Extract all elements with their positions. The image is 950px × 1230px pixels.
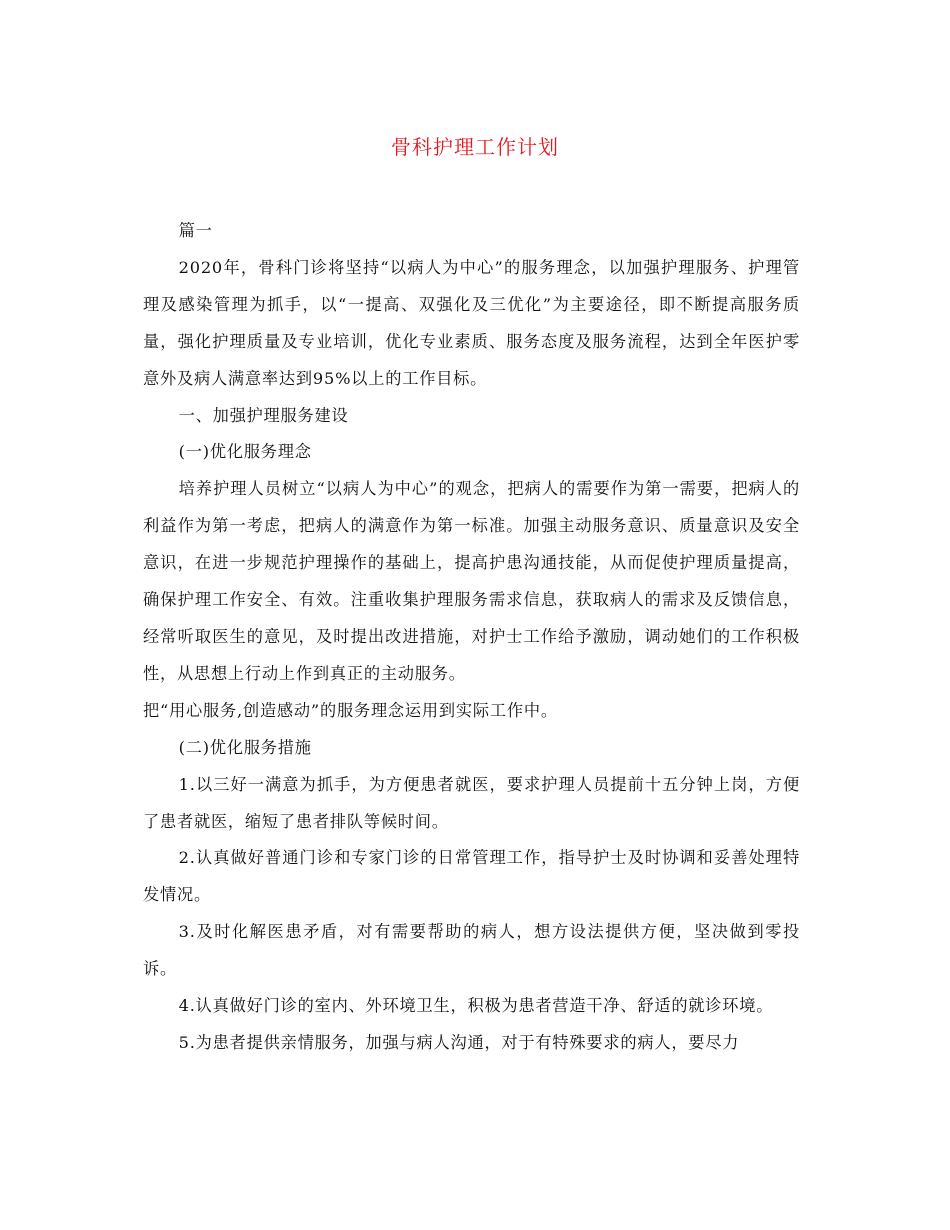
section-label: 篇一 [178, 221, 213, 240]
list-item: 3.及时化解医患矛盾，对有需要帮助的病人，想方设法提供方便，坚决做到零投诉。 [143, 922, 800, 979]
document-title: 骨科护理工作计划 [391, 135, 559, 159]
subheading-one: (一)优化服务理念 [178, 442, 312, 462]
paragraph-service-concept: 培养护理人员树立“以病人为中心”的观念，把病人的需要作为第一需要，把病人的利益作为第一考虑，把病人的满意作为第一标准。加强主动服务意识、质量意识及安全意识，在进一步规范护理操作的基础上，提高护患沟通技能，从而促使护理质量提高，确保护理工作安全、有效。注重收集护理服务需求信息，获取病人的需求及反馈信息，经常听取医生的意见，及时提出改进措施，对护士工作给予激励，调动她们的工作积极性，从思想上行动上作到真正的主动服务。 [143, 479, 800, 683]
list-item: 5.为患者提供亲情服务，加强与病人沟通，对于有特殊要求的病人，要尽力 [178, 1032, 740, 1052]
document-body [143, 213, 800, 1062]
list-item: 2.认真做好普通门诊和专家门诊的日常管理工作，指导护士及时协调和妥善处理特发情况。 [143, 848, 800, 905]
list-item: 4.认真做好门诊的室内、外环境卫生，积极为患者营造干净、舒适的就诊环境。 [178, 996, 774, 1016]
paragraph-intro: 2020年，骨科门诊将坚持“以病人为中心”的服务理念，以加强护理服务、护理管理及感染管理为抓手，以“一提高、双强化及三优化”为主要途径，即不断提高服务质量，强化护理质量及专业培训，优化专业素质、服务态度及服务流程，达到全年医护零意外及病人满意率达到95%以上的工作目标。 [143, 257, 800, 388]
paragraph-service-motto: 把“用心服务,创造感动”的服务理念运用到实际工作中。 [143, 700, 558, 720]
list-item: 1.以三好一满意为抓手，为方便患者就医，要求护理人员提前十五分钟上岗，方便了患者就医，缩短了患者排队等候时间。 [143, 774, 800, 831]
subheading-two: (二)优化服务措施 [178, 737, 312, 757]
heading-section-one: 一、加强护理服务建设 [178, 405, 349, 425]
